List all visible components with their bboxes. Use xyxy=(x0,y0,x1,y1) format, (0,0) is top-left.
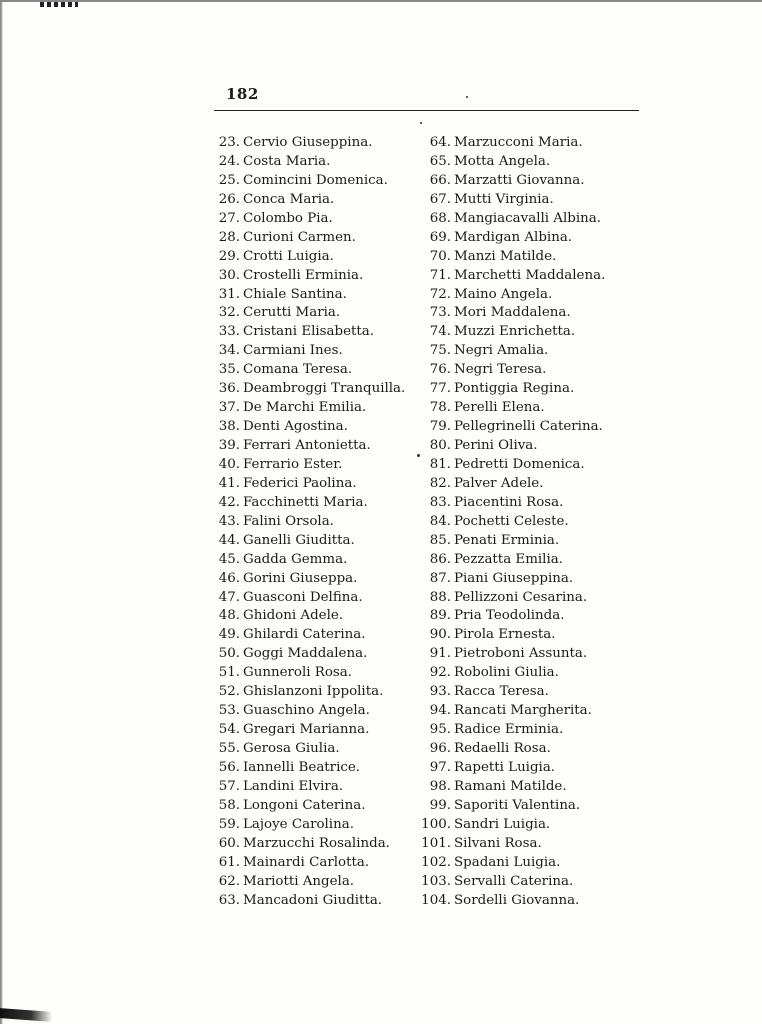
entry-name: Comana Teresa. xyxy=(243,362,353,378)
entry-number: 35. xyxy=(218,362,240,378)
entry-number: 64. xyxy=(429,135,451,150)
entry-name: Goggi Maddalena. xyxy=(243,646,368,662)
entry-number: 80. xyxy=(429,438,451,453)
list-item xyxy=(418,645,605,664)
entry-number: 67. xyxy=(429,191,451,207)
entry-number: 82. xyxy=(429,475,451,491)
entry-name: Servalli Caterina. xyxy=(454,873,574,889)
list-item xyxy=(418,380,605,399)
entry-name: Comincini Domenica. xyxy=(243,172,388,188)
entry-name: Ghilardi Caterina. xyxy=(243,627,366,643)
list-item xyxy=(207,437,405,456)
list-item xyxy=(418,513,605,532)
entry-number: 85. xyxy=(429,532,451,548)
entry-number: 72. xyxy=(429,286,451,302)
list-item xyxy=(418,494,605,513)
entry-name: Pezzatta Emilia. xyxy=(454,551,563,567)
list-item xyxy=(418,570,605,589)
entry-number: 34. xyxy=(218,343,240,359)
entry-number: 45. xyxy=(218,551,240,567)
list-item xyxy=(207,589,405,608)
entry-number: 50. xyxy=(218,646,240,662)
entry-number: 62. xyxy=(218,873,240,889)
entry-name: Federici Paolina. xyxy=(243,475,357,491)
entry-name: Cristani Elisabetta. xyxy=(243,324,375,340)
entry-number: 70. xyxy=(429,248,451,264)
entry-name: Lajoye Carolina. xyxy=(243,816,354,832)
entry-name: Negri Amalia. xyxy=(454,343,549,359)
entry-name: Negri Teresa. xyxy=(454,362,547,378)
list-item xyxy=(207,361,405,380)
entry-number: 55. xyxy=(218,741,240,756)
list-item xyxy=(207,892,405,911)
entry-name: Perelli Elena. xyxy=(454,400,545,416)
entry-name: Gerosa Giulia. xyxy=(243,741,340,756)
entry-number: 65. xyxy=(429,153,451,169)
entry-number: 37. xyxy=(218,400,240,416)
list-item xyxy=(207,740,405,759)
entry-name: Longoni Caterina. xyxy=(243,797,366,813)
entry-name: Spadani Luigia. xyxy=(454,854,561,870)
entry-number: 52. xyxy=(218,684,240,700)
list-item xyxy=(207,626,405,645)
entry-number: 59. xyxy=(218,816,240,832)
list-item xyxy=(207,229,405,248)
entry-number: 90. xyxy=(429,627,451,643)
entry-name: Saporiti Valentina. xyxy=(454,797,581,813)
entry-number: 42. xyxy=(218,494,240,510)
entry-number: 84. xyxy=(429,513,451,529)
entry-name: Piacentini Rosa. xyxy=(454,494,564,510)
entry-number: 66. xyxy=(429,172,451,188)
list-item xyxy=(418,892,605,911)
entry-number: 28. xyxy=(218,229,240,245)
list-item xyxy=(207,607,405,626)
entry-name: Pochetti Celeste. xyxy=(454,513,569,529)
entry-name: Landini Elvira. xyxy=(243,778,344,794)
list-item xyxy=(418,683,605,702)
list-item xyxy=(207,513,405,532)
entry-number: 63. xyxy=(218,892,240,908)
entry-name: Iannelli Beatrice. xyxy=(243,759,361,775)
entry-number: 43. xyxy=(218,513,240,529)
entry-number: 69. xyxy=(429,229,451,245)
list-item xyxy=(418,456,605,475)
list-item xyxy=(418,437,605,456)
ink-speck xyxy=(417,454,420,457)
list-item xyxy=(418,664,605,683)
entry-number: 86. xyxy=(429,551,451,567)
entry-number: 76. xyxy=(429,362,451,378)
list-item xyxy=(418,607,605,626)
entry-number: 104. xyxy=(421,892,451,908)
entry-number: 98. xyxy=(429,778,451,794)
entry-number: 100. xyxy=(421,816,451,832)
entry-number: 81. xyxy=(429,456,451,472)
list-item xyxy=(418,816,605,835)
list-item xyxy=(418,134,605,153)
entry-name: Mardigan Albina. xyxy=(454,229,573,245)
entry-name: Ferrari Antonietta. xyxy=(243,438,371,453)
list-item xyxy=(207,267,405,286)
entry-name: Mancadoni Giuditta. xyxy=(243,892,383,908)
ink-speck xyxy=(420,122,422,124)
entry-name: Palver Adele. xyxy=(454,475,544,491)
entry-number: 88. xyxy=(429,589,451,605)
list-item xyxy=(418,551,605,570)
entry-number: 30. xyxy=(218,267,240,283)
entry-number: 57. xyxy=(218,778,240,794)
list-item xyxy=(207,134,405,153)
entry-name: Rapetti Luigia. xyxy=(454,759,556,775)
list-item xyxy=(418,286,605,305)
entry-name: Pria Teodolinda. xyxy=(454,608,565,624)
entry-number: 87. xyxy=(429,570,451,586)
entry-number: 56. xyxy=(218,759,240,775)
entry-number: 74. xyxy=(429,324,451,340)
entry-name: Pirola Ernesta. xyxy=(454,627,556,643)
list-item xyxy=(418,835,605,854)
entry-number: 101. xyxy=(421,835,451,851)
entry-number: 99. xyxy=(429,797,451,813)
entry-name: Manzi Matilde. xyxy=(454,248,557,264)
entry-name: Gorini Giuseppa. xyxy=(243,570,358,586)
entry-number: 83. xyxy=(429,494,451,510)
entry-number: 94. xyxy=(429,703,451,719)
list-item xyxy=(418,210,605,229)
entry-name: Radice Erminia. xyxy=(454,722,564,738)
entry-name: Ghidoni Adele. xyxy=(243,608,344,624)
entry-number: 47. xyxy=(218,589,240,605)
entry-name: Deambroggi Tranquilla. xyxy=(243,381,406,397)
list-item xyxy=(418,399,605,418)
list-item xyxy=(418,778,605,797)
entry-name: Silvani Rosa. xyxy=(454,835,542,851)
list-item xyxy=(207,494,405,513)
entry-number: 48. xyxy=(218,608,240,624)
entry-number: 36. xyxy=(218,381,240,397)
entry-number: 54. xyxy=(218,722,240,738)
entry-number: 24. xyxy=(218,153,240,169)
list-item xyxy=(418,532,605,551)
entry-number: 93. xyxy=(429,684,451,700)
entry-name: Marzatti Giovanna. xyxy=(454,172,585,188)
entry-name: Ganelli Giuditta. xyxy=(243,532,355,548)
entry-number: 49. xyxy=(218,627,240,643)
entry-name: Cervio Giuseppina. xyxy=(243,135,373,150)
entry-name: Motta Angela. xyxy=(454,153,551,169)
list-item xyxy=(418,248,605,267)
entry-name: Ramani Matilde. xyxy=(454,778,567,794)
entry-number: 73. xyxy=(429,305,451,321)
entry-name: Pietroboni Assunta. xyxy=(454,646,588,662)
entry-number: 51. xyxy=(218,665,240,681)
list-item xyxy=(207,759,405,778)
list-item xyxy=(418,418,605,437)
list-item xyxy=(418,267,605,286)
list-item xyxy=(207,797,405,816)
list-item xyxy=(418,589,605,608)
entry-number: 96. xyxy=(429,741,451,756)
entry-name: Facchinetti Maria. xyxy=(243,494,368,510)
list-item xyxy=(207,399,405,418)
entry-name: Pedretti Domenica. xyxy=(454,456,585,472)
list-item xyxy=(207,456,405,475)
list-item xyxy=(418,873,605,892)
list-item xyxy=(418,191,605,210)
entry-name: Mangiacavalli Albina. xyxy=(454,210,601,226)
list-item xyxy=(418,172,605,191)
list-item xyxy=(207,210,405,229)
entry-number: 29. xyxy=(218,248,240,264)
entry-number: 58. xyxy=(218,797,240,813)
right-name-column xyxy=(418,134,605,910)
list-item xyxy=(418,702,605,721)
entry-number: 103. xyxy=(421,873,451,889)
entry-number: 38. xyxy=(218,419,240,435)
entry-name: Mainardi Carlotta. xyxy=(243,854,370,870)
entry-name: Sandri Luigia. xyxy=(454,816,551,832)
list-item xyxy=(207,645,405,664)
entry-name: Chiale Santina. xyxy=(243,286,347,302)
entry-number: 89. xyxy=(429,608,451,624)
entry-name: Colombo Pia. xyxy=(243,210,333,226)
list-item xyxy=(207,342,405,361)
entry-name: Gregari Marianna. xyxy=(243,722,370,738)
list-item xyxy=(207,664,405,683)
entry-number: 26. xyxy=(218,191,240,207)
entry-name: Maino Angela. xyxy=(454,286,553,302)
list-item xyxy=(207,172,405,191)
entry-number: 44. xyxy=(218,532,240,548)
entry-number: 23. xyxy=(218,135,240,150)
entry-number: 68. xyxy=(429,210,451,226)
list-item xyxy=(207,683,405,702)
entry-name: Pellizzoni Cesarina. xyxy=(454,589,588,605)
entry-name: Cerutti Maria. xyxy=(243,305,341,321)
list-item xyxy=(207,854,405,873)
list-item xyxy=(418,342,605,361)
entry-number: 60. xyxy=(218,835,240,851)
entry-name: Penati Erminia. xyxy=(454,532,560,548)
list-item xyxy=(418,361,605,380)
list-item xyxy=(207,323,405,342)
scan-artifact-top xyxy=(40,2,78,7)
list-item xyxy=(207,816,405,835)
entry-number: 92. xyxy=(429,665,451,681)
entry-name: Curioni Carmen. xyxy=(243,229,356,245)
entry-name: Guasconi Delfina. xyxy=(243,589,363,605)
list-item xyxy=(207,778,405,797)
list-item xyxy=(418,304,605,323)
entry-name: Costa Maria. xyxy=(243,153,331,169)
list-item xyxy=(207,153,405,172)
entry-name: Sordelli Giovanna. xyxy=(454,892,580,908)
entry-name: Falini Orsola. xyxy=(243,513,334,529)
list-item xyxy=(207,286,405,305)
entry-name: Ferrario Ester. xyxy=(243,456,343,472)
entry-number: 53. xyxy=(218,703,240,719)
entry-number: 91. xyxy=(429,646,451,662)
list-item xyxy=(207,721,405,740)
list-item xyxy=(207,570,405,589)
entry-number: 40. xyxy=(218,456,240,472)
entry-name: Denti Agostina. xyxy=(243,419,348,435)
list-item xyxy=(207,418,405,437)
entry-number: 25. xyxy=(218,172,240,188)
entry-name: Pellegrinelli Caterina. xyxy=(454,419,603,435)
entry-number: 41. xyxy=(218,475,240,491)
entry-number: 39. xyxy=(218,438,240,453)
scan-artifact-bottom xyxy=(0,1008,52,1022)
list-item xyxy=(207,191,405,210)
entry-name: Gunneroli Rosa. xyxy=(243,665,353,681)
list-item xyxy=(418,721,605,740)
entry-name: Conca Maria. xyxy=(243,191,335,207)
entry-number: 31. xyxy=(218,286,240,302)
page-number: 182 xyxy=(226,85,259,103)
entry-name: Crostelli Erminia. xyxy=(243,267,364,283)
entry-name: Mariotti Angela. xyxy=(243,873,355,889)
entry-name: Redaelli Rosa. xyxy=(454,741,551,756)
entry-number: 27. xyxy=(218,210,240,226)
list-item xyxy=(207,551,405,570)
entry-name: Robolini Giulia. xyxy=(454,665,559,681)
list-item xyxy=(207,532,405,551)
list-item xyxy=(418,759,605,778)
entry-name: Gadda Gemma. xyxy=(243,551,348,567)
entry-name: De Marchi Emilia. xyxy=(243,400,367,416)
list-item xyxy=(207,702,405,721)
entry-name: Rancati Margherita. xyxy=(454,703,592,719)
entry-name: Marchetti Maddalena. xyxy=(454,267,606,283)
entry-name: Crotti Luigia. xyxy=(243,248,334,264)
entry-number: 71. xyxy=(429,267,451,283)
entry-number: 78. xyxy=(429,400,451,416)
entry-name: Muzzi Enrichetta. xyxy=(454,324,576,340)
list-item xyxy=(207,304,405,323)
entry-number: 102. xyxy=(421,854,451,870)
entry-number: 61. xyxy=(218,854,240,870)
list-item xyxy=(207,380,405,399)
entry-number: 97. xyxy=(429,759,451,775)
list-item xyxy=(418,626,605,645)
scan-edge-left xyxy=(0,0,3,1024)
entry-name: Mori Maddalena. xyxy=(454,305,571,321)
entry-name: Pontiggia Regina. xyxy=(454,381,575,397)
list-item xyxy=(418,854,605,873)
list-item xyxy=(207,835,405,854)
entry-number: 77. xyxy=(429,381,451,397)
list-item xyxy=(207,475,405,494)
entry-name: Carmiani Ines. xyxy=(243,343,343,359)
entry-number: 33. xyxy=(218,324,240,340)
list-item xyxy=(207,873,405,892)
list-item xyxy=(207,248,405,267)
ink-speck xyxy=(466,96,468,98)
entry-name: Marzucconi Maria. xyxy=(454,135,583,150)
scan-edge-top xyxy=(0,0,762,2)
entry-number: 46. xyxy=(218,570,240,586)
list-item xyxy=(418,475,605,494)
entry-name: Guaschino Angela. xyxy=(243,703,370,719)
left-name-column xyxy=(207,134,405,910)
entry-number: 79. xyxy=(429,419,451,435)
entry-number: 75. xyxy=(429,343,451,359)
entry-number: 32. xyxy=(218,305,240,321)
list-item xyxy=(418,797,605,816)
header-rule xyxy=(214,110,639,111)
entry-name: Marzucchi Rosalinda. xyxy=(243,835,390,851)
entry-name: Racca Teresa. xyxy=(454,684,549,700)
list-item xyxy=(418,229,605,248)
entry-number: 95. xyxy=(429,722,451,738)
list-item xyxy=(418,740,605,759)
entry-name: Mutti Virginia. xyxy=(454,191,554,207)
list-item xyxy=(418,153,605,172)
entry-name: Perini Oliva. xyxy=(454,438,538,453)
list-item xyxy=(418,323,605,342)
entry-name: Piani Giuseppina. xyxy=(454,570,574,586)
entry-name: Ghislanzoni Ippolita. xyxy=(243,684,384,700)
